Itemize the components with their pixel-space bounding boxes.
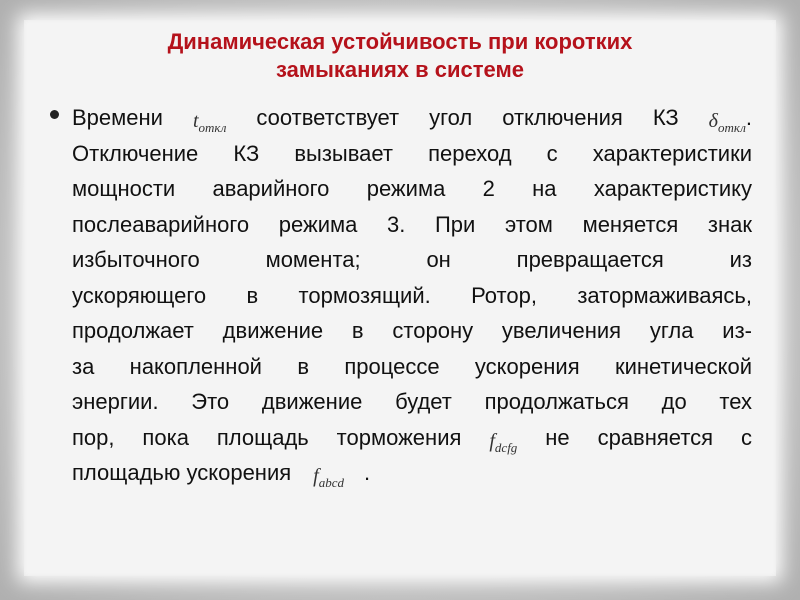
text-fragment: Времени [72, 105, 163, 130]
text-fragment: . [364, 460, 371, 485]
text-line-3: мощности аварийного режима 2 на характеристику [72, 176, 752, 201]
bullet-icon [50, 110, 59, 119]
formula-f-dcfg: $f_{dcfg}$ [489, 429, 518, 455]
slide-title [84, 28, 716, 84]
text-line-5: избыточного момента; он превращается из [72, 247, 752, 272]
text-line-9: энергии. Это движение будет продолжаться до тех [72, 389, 752, 414]
text-line-8: за накопленной в процессе ускорения кинетической [72, 353, 752, 379]
text-fragment: не сравняется с [545, 424, 752, 450]
formula-delta-otkl: $\delta_{откл}$ [708, 110, 746, 135]
text-line-11 [72, 455, 752, 491]
text-fragment: . [745, 105, 752, 130]
slide [24, 20, 776, 576]
text-fragment: соответствует угол отключения КЗ [256, 105, 679, 130]
text-line-2: Отключение КЗ вызывает переход с характеристики [72, 140, 752, 166]
formula-f-abcd: $f_{abcd}$ [313, 465, 345, 490]
title-line-1: Динамическая устойчивость при коротких [167, 29, 633, 54]
text-line-1 [72, 100, 752, 136]
formula-t-otkl: $t_{откл}$ [192, 110, 227, 135]
bullet-paragraph [72, 100, 752, 491]
text-line-7: продолжает движение в сторону увеличения угла из- [72, 318, 752, 343]
text-line-6: ускоряющего в тормозящий. Ротор, затормаживаясь, [72, 282, 752, 308]
title-line-2: замыканиях в системе [275, 57, 525, 82]
text-line-4: послеаварийного режима 3. При этом меняется знак [72, 211, 752, 237]
text-fragment: площадью ускорения [72, 460, 292, 485]
text-line-10 [72, 420, 752, 456]
text-fragment: пор, пока площадь торможения [72, 424, 462, 450]
